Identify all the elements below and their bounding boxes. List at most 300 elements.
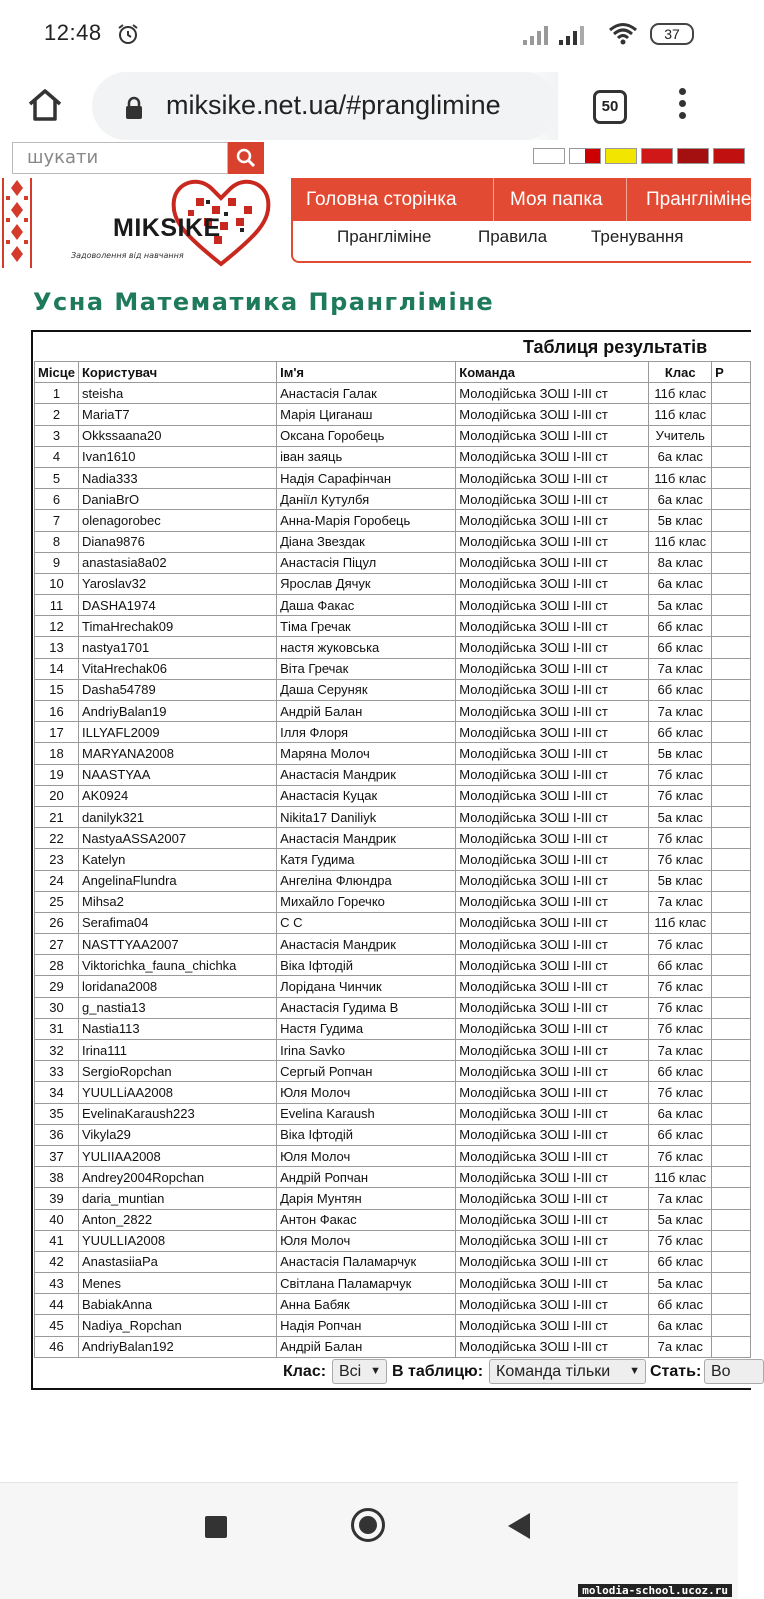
table-row [35,1209,751,1230]
cell-full-name: Марія Циганаш [277,404,456,425]
search-button[interactable] [228,142,264,174]
table-row [35,1124,751,1145]
cell-place: 28 [35,955,79,976]
cell-username[interactable]: Diana9876 [78,531,276,552]
cell-username[interactable]: EvelinaKaraush223 [78,1103,276,1124]
cell-username[interactable]: AnastasiiaPa [78,1251,276,1272]
cell-result [712,1018,751,1039]
cell-place: 24 [35,870,79,891]
cell-team: Молодійська ЗОШ І-ІІІ ст [456,637,649,658]
theme-swatch-yellow[interactable] [605,148,637,164]
cell-full-name: Надія Сарафінчан [277,467,456,488]
nav-my-folder[interactable]: Моя папка [510,189,603,210]
table-row [35,573,751,594]
cell-place: 46 [35,1336,79,1357]
table-row [35,934,751,955]
cell-full-name: Evelina Karaush [277,1103,456,1124]
table-row [35,743,751,764]
cell-team: Молодійська ЗОШ І-ІІІ ст [456,446,649,467]
cell-class: 11б клас [649,531,712,552]
cell-username[interactable]: NastyaASSA2007 [78,828,276,849]
cell-team: Молодійська ЗОШ І-ІІІ ст [456,701,649,722]
table-row [35,701,751,722]
cell-full-name: настя жуковська [277,637,456,658]
cell-class: 6б клас [649,1061,712,1082]
cell-class: 11б клас [649,912,712,933]
cell-team: Молодійська ЗОШ І-ІІІ ст [456,1082,649,1103]
cell-username[interactable]: Anton_2822 [78,1209,276,1230]
table-row [35,404,751,425]
cell-place: 36 [35,1124,79,1145]
cell-username[interactable]: Dasha54789 [78,679,276,700]
cell-full-name: Юля Молоч [277,1082,456,1103]
cell-class: 5а клас [649,595,712,616]
cell-result [712,1209,751,1230]
cell-username[interactable]: AndriyBalan192 [78,1336,276,1357]
theme-swatch-white[interactable] [533,148,565,164]
cell-place: 45 [35,1315,79,1336]
cell-result [712,785,751,806]
cell-team: Молодійська ЗОШ І-ІІІ ст [456,404,649,425]
cell-full-name: Катя Гудима [277,849,456,870]
cell-place: 29 [35,976,79,997]
table-row [35,955,751,976]
theme-swatch-crimson[interactable] [713,148,745,164]
cell-class: 6б клас [649,679,712,700]
cell-team: Молодійська ЗОШ І-ІІІ ст [456,870,649,891]
cell-result [712,446,751,467]
cell-class: 5а клас [649,806,712,827]
cell-username[interactable]: DaniaBrO [78,489,276,510]
cell-username[interactable]: daria_muntian [78,1188,276,1209]
cell-place: 21 [35,806,79,827]
cell-full-name: Nikita17 Daniliyk [277,806,456,827]
cell-full-name: Світлана Паламарчук [277,1273,456,1294]
cell-class: 6б клас [649,637,712,658]
cell-username[interactable]: anastasia8a02 [78,552,276,573]
cell-username[interactable]: VitaHrechak06 [78,658,276,679]
cell-team: Молодійська ЗОШ І-ІІІ ст [456,764,649,785]
cell-team: Молодійська ЗОШ І-ІІІ ст [456,425,649,446]
table-row [35,383,751,404]
table-row [35,1336,751,1357]
cell-full-name: Анастасія Мандрик [277,828,456,849]
table-row [35,870,751,891]
cell-full-name: Анастасія Піцул [277,552,456,573]
cell-username[interactable]: Menes [78,1273,276,1294]
cell-team: Молодійська ЗОШ І-ІІІ ст [456,1315,649,1336]
cell-result [712,595,751,616]
cell-team: Молодійська ЗОШ І-ІІІ ст [456,934,649,955]
cell-team: Молодійська ЗОШ І-ІІІ ст [456,997,649,1018]
cell-result [712,467,751,488]
table-row [35,531,751,552]
theme-swatch-red[interactable] [641,148,673,164]
col-header-class[interactable]: Клас [649,362,712,383]
cell-full-name: Антон Факас [277,1209,456,1230]
table-filter-label: В таблицю: [392,1363,484,1380]
cell-class: 6а клас [649,1103,712,1124]
back-button[interactable] [508,1513,530,1539]
cell-full-name: Ярослав Дячук [277,573,456,594]
col-header-name[interactable]: Ім'я [277,362,456,383]
cell-team: Молодійська ЗОШ І-ІІІ ст [456,1273,649,1294]
page-title: Усна Математика Прангліміне [33,288,495,316]
cell-username[interactable]: MARYANA2008 [78,743,276,764]
cell-class: 6б клас [649,955,712,976]
cell-result [712,870,751,891]
cell-class: 5в клас [649,870,712,891]
cell-username[interactable]: Andrey2004Ropchan [78,1167,276,1188]
cell-result [712,1040,751,1061]
search-input[interactable]: шукати [12,142,228,174]
class-filter-select[interactable] [332,1359,387,1384]
cell-username[interactable]: YUULLIA2008 [78,1230,276,1251]
cell-place: 11 [35,595,79,616]
embroidery-ornament [0,178,34,268]
alarm-icon [116,22,140,46]
col-header-place[interactable]: Місце [35,362,79,383]
cell-username[interactable]: nastya1701 [78,637,276,658]
cell-full-name: Анастасія Паламарчук [277,1251,456,1272]
nav-divider [626,178,627,221]
cell-place: 26 [35,912,79,933]
cell-username[interactable]: Serafima04 [78,912,276,933]
cell-full-name: Віка Іфтодій [277,1124,456,1145]
cell-team: Молодійська ЗОШ І-ІІІ ст [456,1061,649,1082]
cell-class: 6а клас [649,1315,712,1336]
table-row [35,764,751,785]
cell-team: Молодійська ЗОШ І-ІІІ ст [456,1145,649,1166]
cell-team: Молодійська ЗОШ І-ІІІ ст [456,1188,649,1209]
cell-result [712,743,751,764]
sub-navigation [291,221,751,263]
cell-result [712,489,751,510]
subnav-training[interactable]: Тренування [591,227,684,246]
cell-result [712,722,751,743]
cell-class: 7б клас [649,934,712,955]
cell-result [712,404,751,425]
cell-username[interactable]: NAASTYAA [78,764,276,785]
cell-full-name: Irina Savko [277,1040,456,1061]
cell-place: 39 [35,1188,79,1209]
cell-result [712,1251,751,1272]
cell-result [712,425,751,446]
cell-result [712,1061,751,1082]
cell-username[interactable]: BabiakAnna [78,1294,276,1315]
cell-place: 7 [35,510,79,531]
table-row [35,1145,751,1166]
cell-place: 22 [35,828,79,849]
cell-full-name: іван заяць [277,446,456,467]
cell-username[interactable]: Yaroslav32 [78,573,276,594]
col-header-user[interactable]: Користувач [78,362,276,383]
dropdown-arrow-icon: ▼ [629,1365,640,1377]
cell-class: 7а клас [649,1188,712,1209]
signal-icon [522,24,552,46]
cell-place: 16 [35,701,79,722]
cell-username[interactable]: Viktorichka_fauna_chichka [78,955,276,976]
cell-class: 11б клас [649,404,712,425]
cell-place: 33 [35,1061,79,1082]
cell-class: 7б клас [649,849,712,870]
cell-result [712,1315,751,1336]
dropdown-arrow-icon: ▼ [370,1365,381,1377]
cell-place: 23 [35,849,79,870]
cell-full-name: Михайло Горечко [277,891,456,912]
cell-username[interactable]: SergioRopchan [78,1061,276,1082]
cell-place: 19 [35,764,79,785]
cell-class: 7б клас [649,997,712,1018]
cell-place: 40 [35,1209,79,1230]
logo-wordmark: MIKSIKE [113,214,221,242]
cell-class: 5а клас [649,1209,712,1230]
subnav-pranglimine[interactable]: Прангліміне [337,227,432,246]
cell-username[interactable]: danilyk321 [78,806,276,827]
cell-username[interactable]: MariaT7 [78,404,276,425]
cell-class: 7а клас [649,1040,712,1061]
cell-full-name: Анастасія Гудима В [277,997,456,1018]
cell-username[interactable]: ILLYAFL2009 [78,722,276,743]
url-text[interactable]: miksike.net.ua/#pranglimine [166,90,501,120]
gender-filter-value: Во [711,1363,731,1380]
table-header-row [35,362,751,383]
cell-result [712,997,751,1018]
main-navigation [291,178,751,221]
cell-username[interactable]: Nadiya_Ropchan [78,1315,276,1336]
url-fade [518,72,558,140]
cell-full-name: Дарія Мунтян [277,1188,456,1209]
cell-team: Молодійська ЗОШ І-ІІІ ст [456,1230,649,1251]
cell-username[interactable]: AK0924 [78,785,276,806]
cell-place: 18 [35,743,79,764]
results-table-body [35,383,751,1358]
cell-class: 6б клас [649,1124,712,1145]
tab-switcher-button[interactable]: 50 [593,90,627,124]
cell-place: 15 [35,679,79,700]
cell-result [712,1188,751,1209]
cell-team: Молодійська ЗОШ І-ІІІ ст [456,1336,649,1357]
col-header-team[interactable]: Команда [456,362,649,383]
cell-result [712,383,751,404]
filter-bar [33,1359,753,1389]
cell-team: Молодійська ЗОШ І-ІІІ ст [456,1018,649,1039]
cell-full-name: Оксана Горобець [277,425,456,446]
cell-team: Молодійська ЗОШ І-ІІІ ст [456,679,649,700]
lock-icon [124,96,144,120]
table-row [35,658,751,679]
cell-place: 3 [35,425,79,446]
cell-full-name: Андрій Балан [277,1336,456,1357]
table-row [35,785,751,806]
cell-full-name: Даша Факас [277,595,456,616]
cell-result [712,764,751,785]
address-bar[interactable] [92,72,558,140]
cell-team: Молодійська ЗОШ І-ІІІ ст [456,1294,649,1315]
gender-filter-label: Стать: [650,1363,702,1380]
cell-username[interactable]: YUULLiAA2008 [78,1082,276,1103]
home-button[interactable] [351,1508,385,1542]
cell-result [712,531,751,552]
cell-place: 27 [35,934,79,955]
status-time: 12:48 [44,20,102,45]
cell-class: 5в клас [649,743,712,764]
cell-result [712,1230,751,1251]
cell-full-name: Сергый Ропчан [277,1061,456,1082]
cell-place: 13 [35,637,79,658]
menu-icon[interactable] [672,88,692,126]
cell-class: 7б клас [649,1082,712,1103]
table-row [35,1230,751,1251]
site-logo[interactable] [66,176,276,268]
cell-username[interactable]: Katelyn [78,849,276,870]
cell-team: Молодійська ЗОШ І-ІІІ ст [456,1103,649,1124]
cell-team: Молодійська ЗОШ І-ІІІ ст [456,785,649,806]
class-filter-label: Клас: [283,1363,327,1380]
gender-filter-select[interactable] [704,1359,764,1384]
cell-full-name: Юля Молоч [277,1230,456,1251]
cell-full-name: Андрій Ропчан [277,1167,456,1188]
cell-username[interactable]: YULIIAA2008 [78,1145,276,1166]
cell-class: 6а клас [649,446,712,467]
cell-username[interactable]: Vikyla29 [78,1124,276,1145]
cell-full-name: Ангеліна Флюндра [277,870,456,891]
cell-class: 7а клас [649,658,712,679]
nav-pranglimine[interactable]: Прангліміне [646,189,752,210]
cell-class: 6б клас [649,1251,712,1272]
cell-username[interactable]: Okkssaana20 [78,425,276,446]
cell-team: Молодійська ЗОШ І-ІІІ ст [456,595,649,616]
cell-full-name: Андрій Балан [277,701,456,722]
cell-result [712,679,751,700]
table-row [35,1251,751,1272]
cell-username[interactable]: TimaHrechak09 [78,616,276,637]
nav-home[interactable]: Головна сторінка [306,189,457,210]
cell-team: Молодійська ЗОШ І-ІІІ ст [456,806,649,827]
cell-username[interactable]: AngelinaFlundra [78,870,276,891]
cell-result [712,976,751,997]
cell-username[interactable]: Nadia333 [78,467,276,488]
table-row [35,1273,751,1294]
cell-full-name: Віка Іфтодій [277,955,456,976]
nav-divider [493,178,494,221]
cell-result [712,1145,751,1166]
cell-place: 37 [35,1145,79,1166]
cell-username[interactable]: g_nastia13 [78,997,276,1018]
cell-username[interactable]: Irina111 [78,1040,276,1061]
cell-team: Молодійська ЗОШ І-ІІІ ст [456,510,649,531]
cell-username[interactable]: olenagorobec [78,510,276,531]
cell-full-name: Анастасія Мандрик [277,764,456,785]
cell-team: Молодійська ЗОШ І-ІІІ ст [456,1040,649,1061]
cell-team: Молодійська ЗОШ І-ІІІ ст [456,552,649,573]
cell-class: 7б клас [649,828,712,849]
cell-full-name: Віта Гречак [277,658,456,679]
cell-team: Молодійська ЗОШ І-ІІІ ст [456,849,649,870]
theme-swatch-red-white[interactable] [569,148,601,164]
cell-result [712,955,751,976]
home-icon[interactable] [26,86,64,124]
cell-full-name: Анастасія Куцак [277,785,456,806]
cell-place: 1 [35,383,79,404]
cell-result [712,1336,751,1357]
table-row [35,912,751,933]
logo-slogan: Задоволення від навчання [71,251,184,260]
cell-username[interactable]: NASTTYAA2007 [78,934,276,955]
subnav-rules[interactable]: Правила [478,227,548,246]
cell-class: 6а клас [649,573,712,594]
theme-swatch-dark-red[interactable] [677,148,709,164]
table-row [35,425,751,446]
cell-class: 7б клас [649,764,712,785]
cell-team: Молодійська ЗОШ І-ІІІ ст [456,1251,649,1272]
col-header-result[interactable]: Р [712,362,751,383]
cell-result [712,849,751,870]
cell-username[interactable]: Nastia113 [78,1018,276,1039]
cell-result [712,1082,751,1103]
recents-button[interactable] [205,1516,227,1538]
cell-full-name: Тіма Гречак [277,616,456,637]
table-row [35,467,751,488]
table-row [35,1082,751,1103]
cell-place: 41 [35,1230,79,1251]
cell-username[interactable]: Ivan1610 [78,446,276,467]
cell-place: 43 [35,1273,79,1294]
table-row [35,552,751,573]
cell-class: 6а клас [649,489,712,510]
web-page [0,147,752,1510]
cell-full-name: С С [277,912,456,933]
cell-username[interactable]: steisha [78,383,276,404]
table-row [35,1018,751,1039]
table-row [35,891,751,912]
cell-place: 8 [35,531,79,552]
cell-team: Молодійська ЗОШ І-ІІІ ст [456,955,649,976]
cell-result [712,658,751,679]
cell-username[interactable]: loridana2008 [78,976,276,997]
cell-class: 11б клас [649,1167,712,1188]
cell-result [712,891,751,912]
cell-username[interactable]: Mihsa2 [78,891,276,912]
table-row [35,1167,751,1188]
table-row [35,1103,751,1124]
cell-team: Молодійська ЗОШ І-ІІІ ст [456,658,649,679]
cell-class: 11б клас [649,467,712,488]
table-filter-value: Команда тільки [496,1363,611,1380]
table-filter-select[interactable] [489,1359,646,1384]
cell-team: Молодійська ЗОШ І-ІІІ ст [456,912,649,933]
cell-result [712,1273,751,1294]
cell-username[interactable]: DASHA1974 [78,595,276,616]
results-panel [31,330,751,1390]
cell-place: 34 [35,1082,79,1103]
table-row [35,1061,751,1082]
table-row [35,976,751,997]
table-row [35,849,751,870]
table-row [35,1315,751,1336]
cell-username[interactable]: AndriyBalan19 [78,701,276,722]
table-row [35,1188,751,1209]
watermark: molodia-school.ucoz.ru [578,1584,732,1597]
table-row [35,1294,751,1315]
cell-result [712,1124,751,1145]
table-row [35,997,751,1018]
table-row [35,1040,751,1061]
cell-team: Молодійська ЗОШ І-ІІІ ст [456,1167,649,1188]
status-bar [0,0,738,68]
cell-full-name: Анастасія Мандрик [277,934,456,955]
cell-class: 7б клас [649,976,712,997]
